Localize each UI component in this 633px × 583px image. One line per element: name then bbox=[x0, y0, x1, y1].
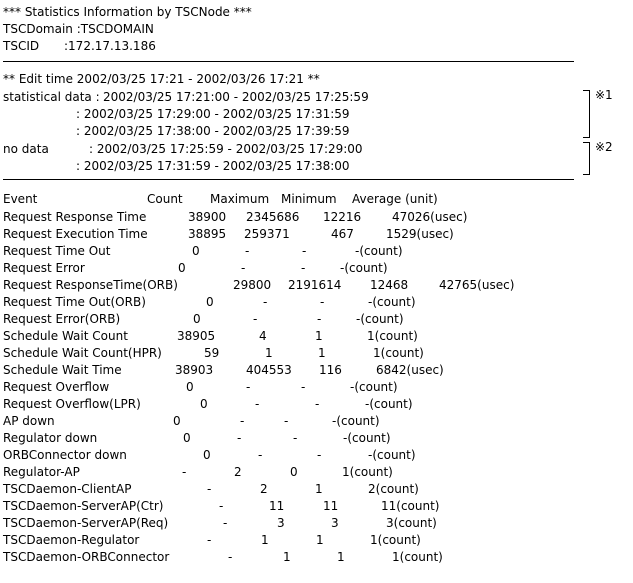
row-event: Request Time Out bbox=[3, 244, 111, 258]
row-minimum: - bbox=[320, 295, 325, 309]
row-count: - bbox=[219, 499, 224, 513]
row-average: 1(count) bbox=[373, 346, 424, 360]
row-maximum: 1 bbox=[265, 346, 273, 360]
row-event: Request Response Time bbox=[3, 210, 147, 224]
row-maximum: 2345686 bbox=[246, 210, 300, 224]
row-count: 0 bbox=[192, 244, 200, 258]
row-maximum: - bbox=[237, 431, 242, 445]
header-maximum: Maximum bbox=[210, 192, 270, 206]
statistical-range-2: : 2002/03/25 17:29:00 - 2002/03/25 17:31:59 bbox=[76, 107, 350, 121]
header-event: Event bbox=[3, 192, 38, 206]
row-event: Schedule Wait Time bbox=[3, 363, 122, 377]
row-maximum: 1 bbox=[283, 550, 291, 564]
row-minimum: 116 bbox=[319, 363, 342, 377]
header-average: Average (unit) bbox=[352, 192, 438, 206]
row-minimum: 1 bbox=[316, 533, 324, 547]
row-event: Schedule Wait Count(HPR) bbox=[3, 346, 162, 360]
row-average: 1(count) bbox=[342, 465, 393, 479]
report-title: *** Statistics Information by TSCNode *** bbox=[3, 5, 252, 19]
row-minimum: - bbox=[302, 244, 307, 258]
row-minimum: - bbox=[293, 431, 298, 445]
row-average: 1529(usec) bbox=[386, 227, 454, 241]
row-maximum: - bbox=[255, 397, 260, 411]
row-event: TSCDaemon-Regulator bbox=[3, 533, 140, 547]
row-maximum: 259371 bbox=[244, 227, 290, 241]
row-minimum: 12468 bbox=[370, 278, 409, 292]
statistical-range-3: : 2002/03/25 17:38:00 - 2002/03/25 17:39:59 bbox=[76, 124, 350, 138]
row-count: 59 bbox=[204, 346, 220, 360]
row-minimum: 3 bbox=[331, 516, 339, 530]
header-minimum: Minimum bbox=[281, 192, 337, 206]
row-count: 0 bbox=[200, 397, 208, 411]
header-count: Count bbox=[147, 192, 183, 206]
row-average: 47026(usec) bbox=[392, 210, 468, 224]
row-maximum: - bbox=[253, 312, 258, 326]
row-maximum: 404553 bbox=[246, 363, 292, 377]
row-minimum: - bbox=[317, 448, 322, 462]
row-average: -(count) bbox=[365, 397, 413, 411]
edit-time-line: ** Edit time 2002/03/25 17:21 - 2002/03/26 17:21 ** bbox=[3, 72, 320, 86]
row-average: 1(count) bbox=[370, 533, 421, 547]
row-count: - bbox=[207, 482, 212, 496]
row-event: ORBConnector down bbox=[3, 448, 127, 462]
row-count: 38905 bbox=[177, 329, 216, 343]
row-count: 0 bbox=[206, 295, 214, 309]
row-maximum: 2 bbox=[234, 465, 242, 479]
row-average: 2(count) bbox=[368, 482, 419, 496]
row-event: Request Overflow(LPR) bbox=[3, 397, 141, 411]
row-minimum: 1 bbox=[315, 482, 323, 496]
tsc-domain-line: TSCDomain :TSCDOMAIN bbox=[3, 22, 154, 36]
row-event: Request Error(ORB) bbox=[3, 312, 121, 326]
row-minimum: 1 bbox=[315, 329, 323, 343]
tsc-id-value: :172.17.13.186 bbox=[64, 39, 156, 53]
row-count: 0 bbox=[178, 261, 186, 275]
row-minimum: - bbox=[301, 380, 306, 394]
row-maximum: 2191614 bbox=[288, 278, 342, 292]
row-minimum: - bbox=[315, 397, 320, 411]
row-count: 0 bbox=[186, 380, 194, 394]
row-average: 1(count) bbox=[367, 329, 418, 343]
row-count: 38895 bbox=[188, 227, 227, 241]
row-maximum: 11 bbox=[269, 499, 285, 513]
row-average: -(count) bbox=[350, 380, 398, 394]
row-average: 6842(usec) bbox=[376, 363, 444, 377]
row-minimum: 1 bbox=[318, 346, 326, 360]
row-maximum: - bbox=[240, 414, 245, 428]
row-count: 0 bbox=[203, 448, 211, 462]
divider-bottom bbox=[3, 179, 574, 180]
no-data-bracket bbox=[583, 142, 590, 175]
row-event: Request Error bbox=[3, 261, 85, 275]
statistical-data-label: statistical data : bbox=[3, 90, 100, 104]
statistical-range-1: 2002/03/25 17:21:00 - 2002/03/25 17:25:59 bbox=[103, 90, 369, 104]
row-event: TSCDaemon-ClientAP bbox=[3, 482, 132, 496]
row-minimum: - bbox=[284, 414, 289, 428]
row-average: -(count) bbox=[368, 295, 416, 309]
row-maximum: - bbox=[246, 380, 251, 394]
row-average: -(count) bbox=[368, 448, 416, 462]
row-minimum: - bbox=[317, 312, 322, 326]
row-maximum: 4 bbox=[259, 329, 267, 343]
divider-top bbox=[3, 61, 574, 62]
row-average: -(count) bbox=[356, 312, 404, 326]
row-event: AP down bbox=[3, 414, 55, 428]
row-count: - bbox=[182, 465, 187, 479]
row-maximum: - bbox=[258, 448, 263, 462]
row-average: 42765(usec) bbox=[439, 278, 515, 292]
row-maximum: - bbox=[263, 295, 268, 309]
row-minimum: 12216 bbox=[323, 210, 362, 224]
row-event: Regulator down bbox=[3, 431, 98, 445]
row-event: Request ResponseTime(ORB) bbox=[3, 278, 178, 292]
row-maximum: - bbox=[245, 244, 250, 258]
row-event: Regulator-AP bbox=[3, 465, 80, 479]
row-minimum: 1 bbox=[337, 550, 345, 564]
row-average: -(count) bbox=[332, 414, 380, 428]
row-count: 0 bbox=[193, 312, 201, 326]
row-minimum: 11 bbox=[323, 499, 339, 513]
row-count: - bbox=[223, 516, 228, 530]
no-data-range-1: : 2002/03/25 17:25:59 - 2002/03/25 17:29:00 bbox=[89, 142, 363, 156]
row-average: 11(count) bbox=[381, 499, 440, 513]
row-event: Schedule Wait Count bbox=[3, 329, 128, 343]
row-average: 1(count) bbox=[392, 550, 443, 564]
note-1-marker: ※1 bbox=[595, 88, 613, 102]
row-event: Request Time Out(ORB) bbox=[3, 295, 146, 309]
row-event: TSCDaemon-ORBConnector bbox=[3, 550, 170, 564]
row-count: 0 bbox=[183, 431, 191, 445]
row-maximum: - bbox=[241, 261, 246, 275]
row-count: - bbox=[207, 533, 212, 547]
row-average: -(count) bbox=[355, 244, 403, 258]
row-count: - bbox=[228, 550, 233, 564]
row-count: 29800 bbox=[233, 278, 272, 292]
row-event: Request Overflow bbox=[3, 380, 110, 394]
row-average: 3(count) bbox=[386, 516, 437, 530]
tsc-id-label: TSCID bbox=[3, 39, 40, 53]
row-count: 38903 bbox=[175, 363, 214, 377]
row-average: -(count) bbox=[343, 431, 391, 445]
row-minimum: - bbox=[301, 261, 306, 275]
no-data-label: no data bbox=[3, 142, 49, 156]
row-maximum: 2 bbox=[260, 482, 268, 496]
row-count: 0 bbox=[173, 414, 181, 428]
row-average: -(count) bbox=[340, 261, 388, 275]
row-event: TSCDaemon-ServerAP(Req) bbox=[3, 516, 169, 530]
no-data-range-2: : 2002/03/25 17:31:59 - 2002/03/25 17:38:00 bbox=[76, 159, 350, 173]
note-2-marker: ※2 bbox=[595, 140, 613, 154]
row-count: 38900 bbox=[188, 210, 227, 224]
row-maximum: 3 bbox=[277, 516, 285, 530]
row-minimum: 0 bbox=[290, 465, 298, 479]
row-event: Request Execution Time bbox=[3, 227, 148, 241]
row-maximum: 1 bbox=[261, 533, 269, 547]
statistical-bracket bbox=[583, 90, 590, 138]
row-minimum: 467 bbox=[331, 227, 354, 241]
row-event: TSCDaemon-ServerAP(Ctr) bbox=[3, 499, 164, 513]
